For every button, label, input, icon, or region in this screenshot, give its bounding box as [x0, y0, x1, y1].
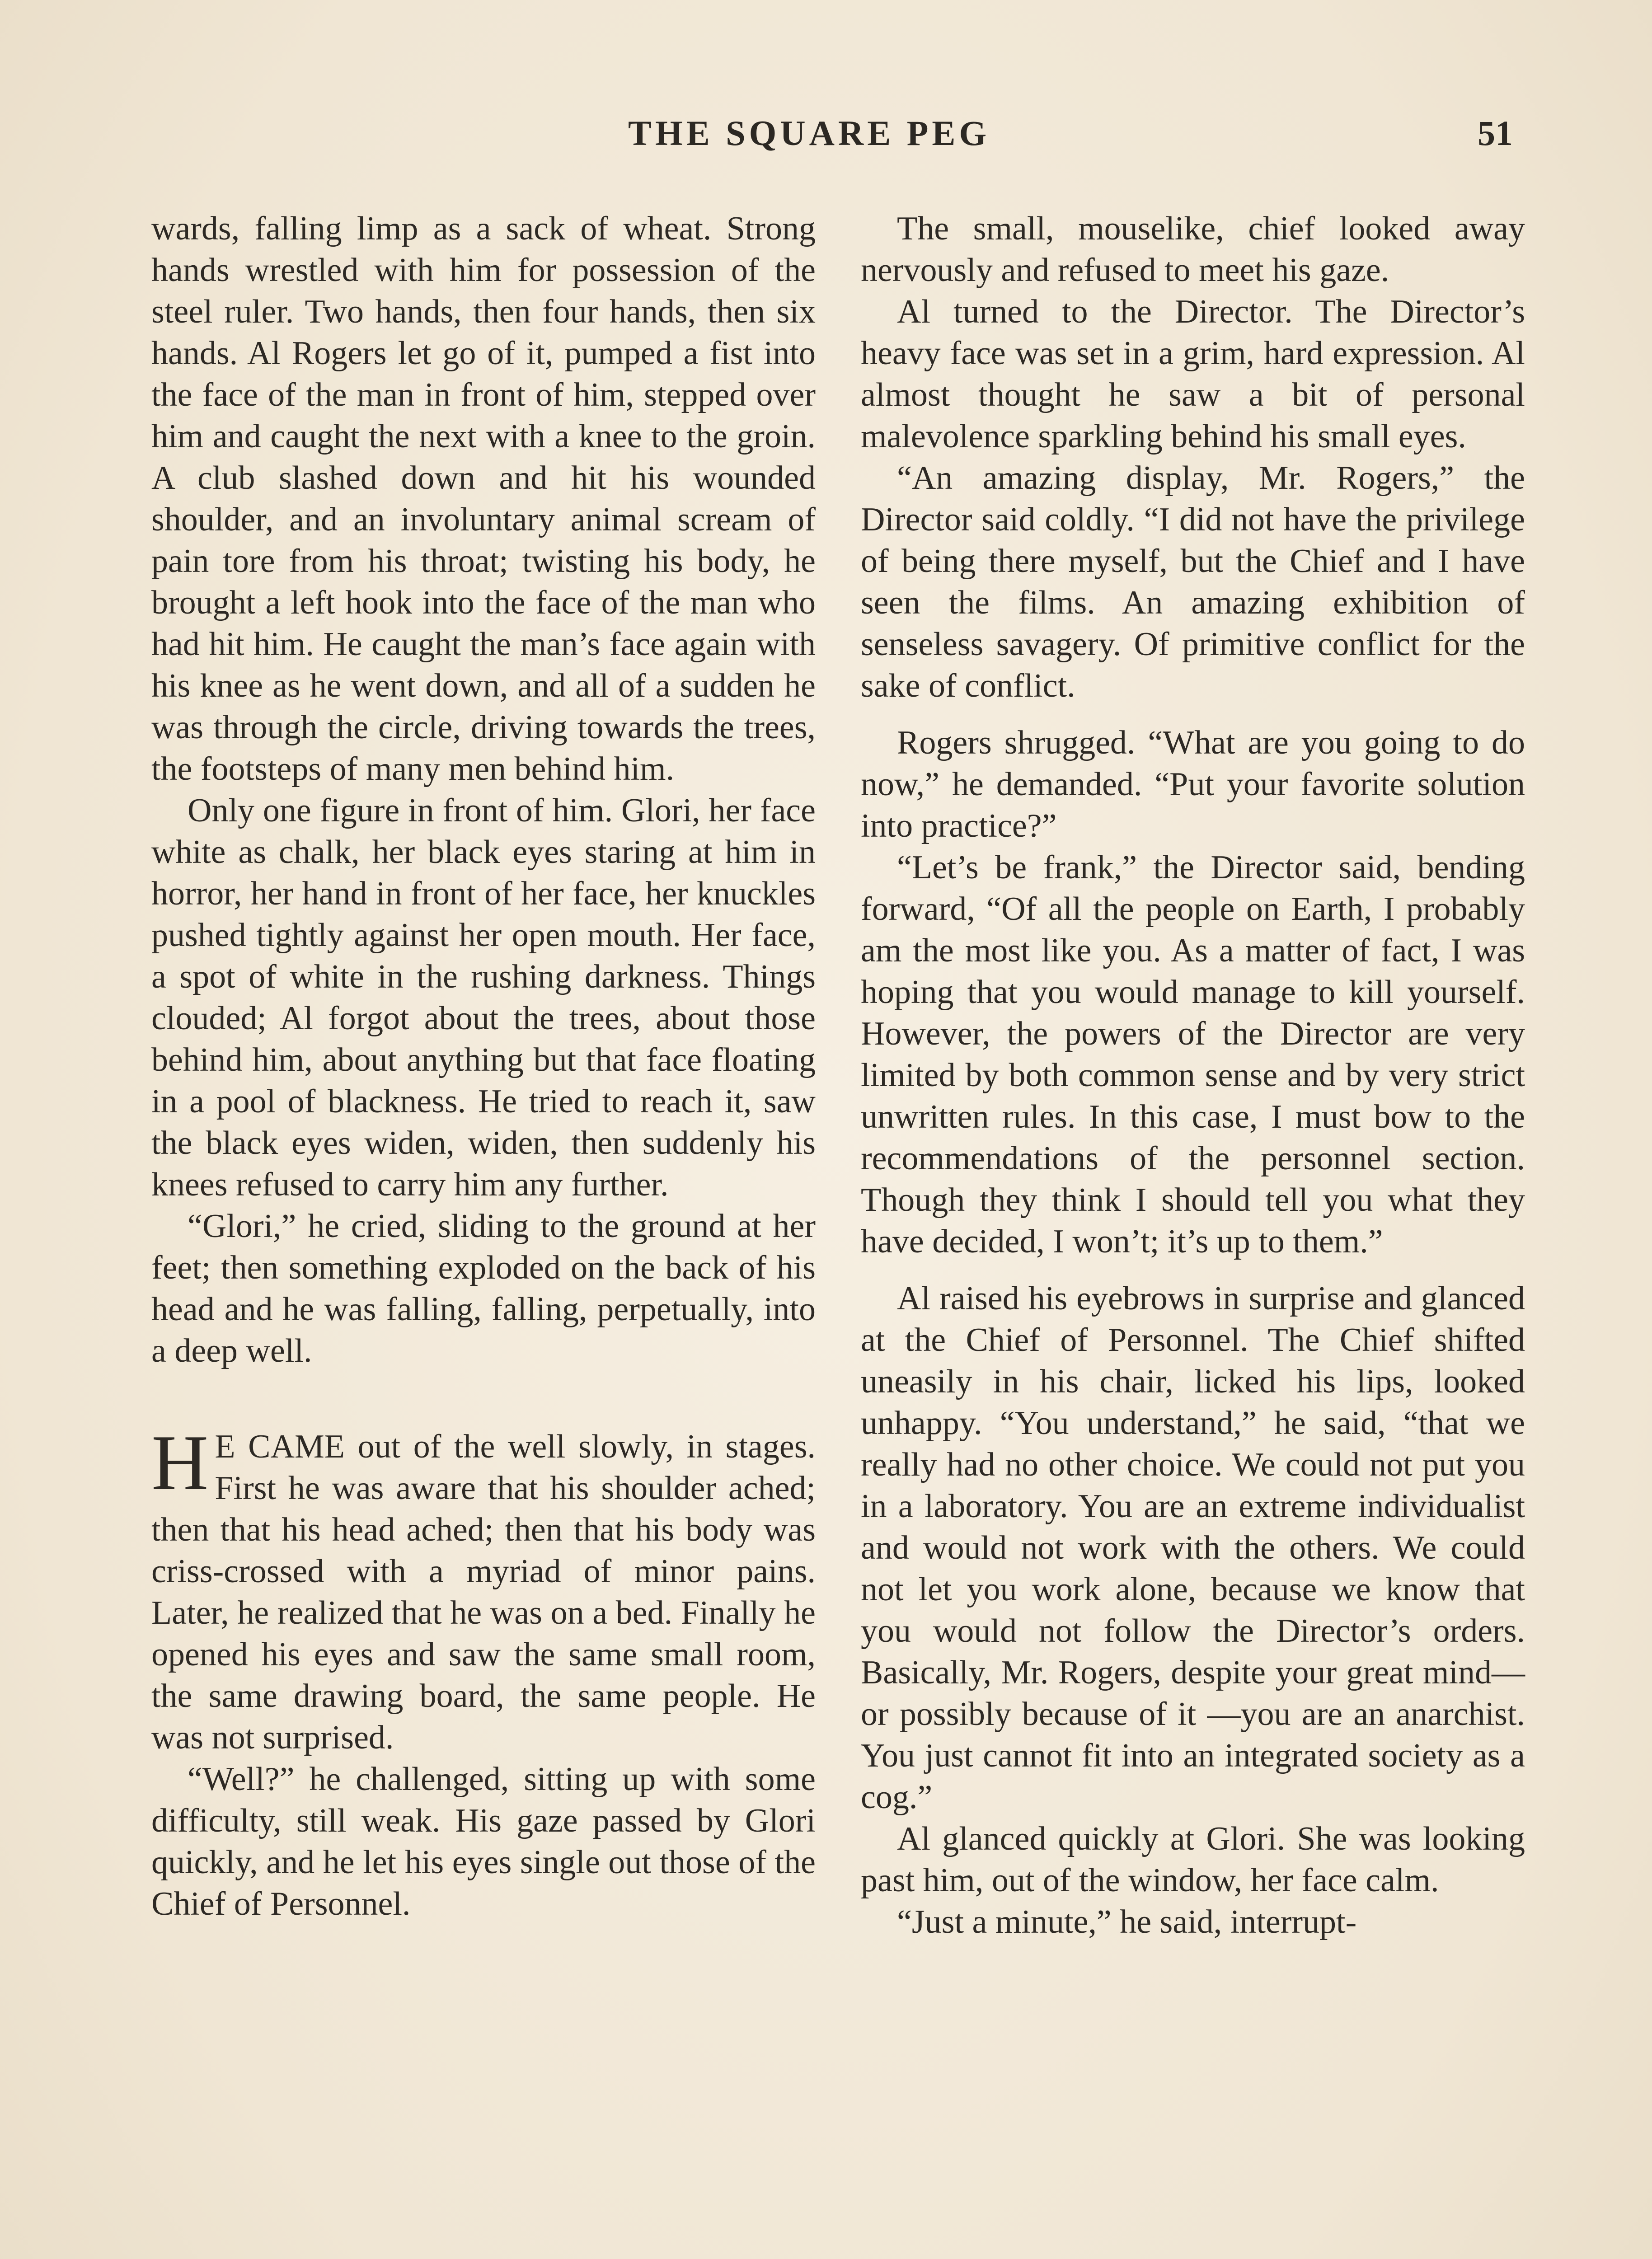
- page-header: [0, 113, 1652, 167]
- lead-in-text: E CAME: [215, 1428, 345, 1465]
- paragraph: Al raised his eyebrows in surprise and glanced at the Chief of Personnel. The Chief shifted uneasily in his chair, licked his lips, looked unhappy. “You understand,” he said, “that we really had no other choice. We could not put you in a laboratory. You are an extreme individualist and would not work with the others. We could not let you work alone, because we know that you would not follow the Director’s orders. Basically, Mr. Rogers, despite your great mind—or possibly because of it —you are an anarchist. You just cannot fit into an integrated society as a cog.”: [861, 1280, 1525, 1816]
- paragraph: Al glanced quickly at Glori. She was looking past him, out of the window, her face calm.: [861, 1820, 1525, 1899]
- paragraph: The small, mouselike, chief looked away nervously and refused to meet his gaze.: [861, 210, 1525, 289]
- page-number: 51: [1478, 113, 1513, 153]
- paragraph: Only one figure in front of him. Glori, her face white as chalk, her black eyes staring at him in horror, her hand in front of her face, her knuckles pushed tightly against her open mouth. Her face, a spot of white in the rushing darkness. Things clouded; Al forgot about the trees, about those behind him, about anything but that face floating in a pool of blackness. He tried to reach it, saw the black eyes widen, widen, then suddenly his knees refused to carry him any further.: [151, 792, 816, 1203]
- paragraph: “Glori,” he cried, sliding to the ground at her feet; then something exploded on the back of his head and he was falling, falling, perpetually, into a deep well.: [151, 1208, 816, 1369]
- drop-cap: H: [151, 1419, 209, 1506]
- right-column: [861, 208, 1525, 1943]
- paragraph: wards, falling limp as a sack of wheat. Strong hands wrestled with him for possession of the steel ruler. Two hands, then four hands, then six hands. Al Rogers let go of it, pumped a fist into the face of the man in front of him, stepped over him and caught the next with a knee to the groin. A club slashed down and hit his wounded shoulder, and an involuntary animal scream of pain tore from his throat; twisting his body, he brought a left hook into the face of the man who had hit him. He caught the man’s face again with his knee as he went down, and all of a sudden he was through the circle, driving towards the trees, the footsteps of many men behind him.: [151, 210, 816, 787]
- paragraph: “Well?” he challenged, sitting up with some difficulty, still weak. His gaze passed by Glori quickly, and he let his eyes single out those of the Chief of Personnel.: [151, 1761, 816, 1922]
- section-opening-paragraph: [151, 1419, 816, 1758]
- section-text: out of the well slowly, in stages. First he was aware that his shoulder ached; then that his head ached; then that his body was criss-crossed with a myriad of minor pains. Later, he realized that he was on a bed. Finally he opened his eyes and saw the same small room, the same drawing board, the same people. He was not surprised.: [151, 1428, 816, 1756]
- paragraph: “Let’s be frank,” the Director said, bending forward, “Of all the people on Earth, I probably am the most like you. As a matter of fact, I was hoping that you would manage to kill yourself. However, the powers of the Director are very limited by both common sense and by very strict unwritten rules. In this case, I must bow to the recommendations of the personnel section. Though they think I should tell you what they have decided, I won’t; it’s up to them.”: [861, 849, 1525, 1260]
- paragraph: Al turned to the Director. The Director’s heavy face was set in a grim, hard expression. Al almost thought he saw a bit of personal malevolence sparkling behind his small eyes.: [861, 293, 1525, 455]
- paragraph: “An amazing display, Mr. Rogers,” the Director said coldly. “I did not have the privilege of being there myself, but the Chief and I have seen the films. An amazing exhibition of senseless savagery. Of primitive conflict for the sake of conflict.: [861, 459, 1525, 704]
- left-column: [151, 208, 816, 1925]
- paragraph: Rogers shrugged. “What are you going to do now,” he demanded. “Put your favorite solution into practice?”: [861, 724, 1525, 844]
- running-title: THE SQUARE PEG: [628, 113, 990, 153]
- paragraph: “Just a minute,” he said, interrupt-: [897, 1903, 1357, 1940]
